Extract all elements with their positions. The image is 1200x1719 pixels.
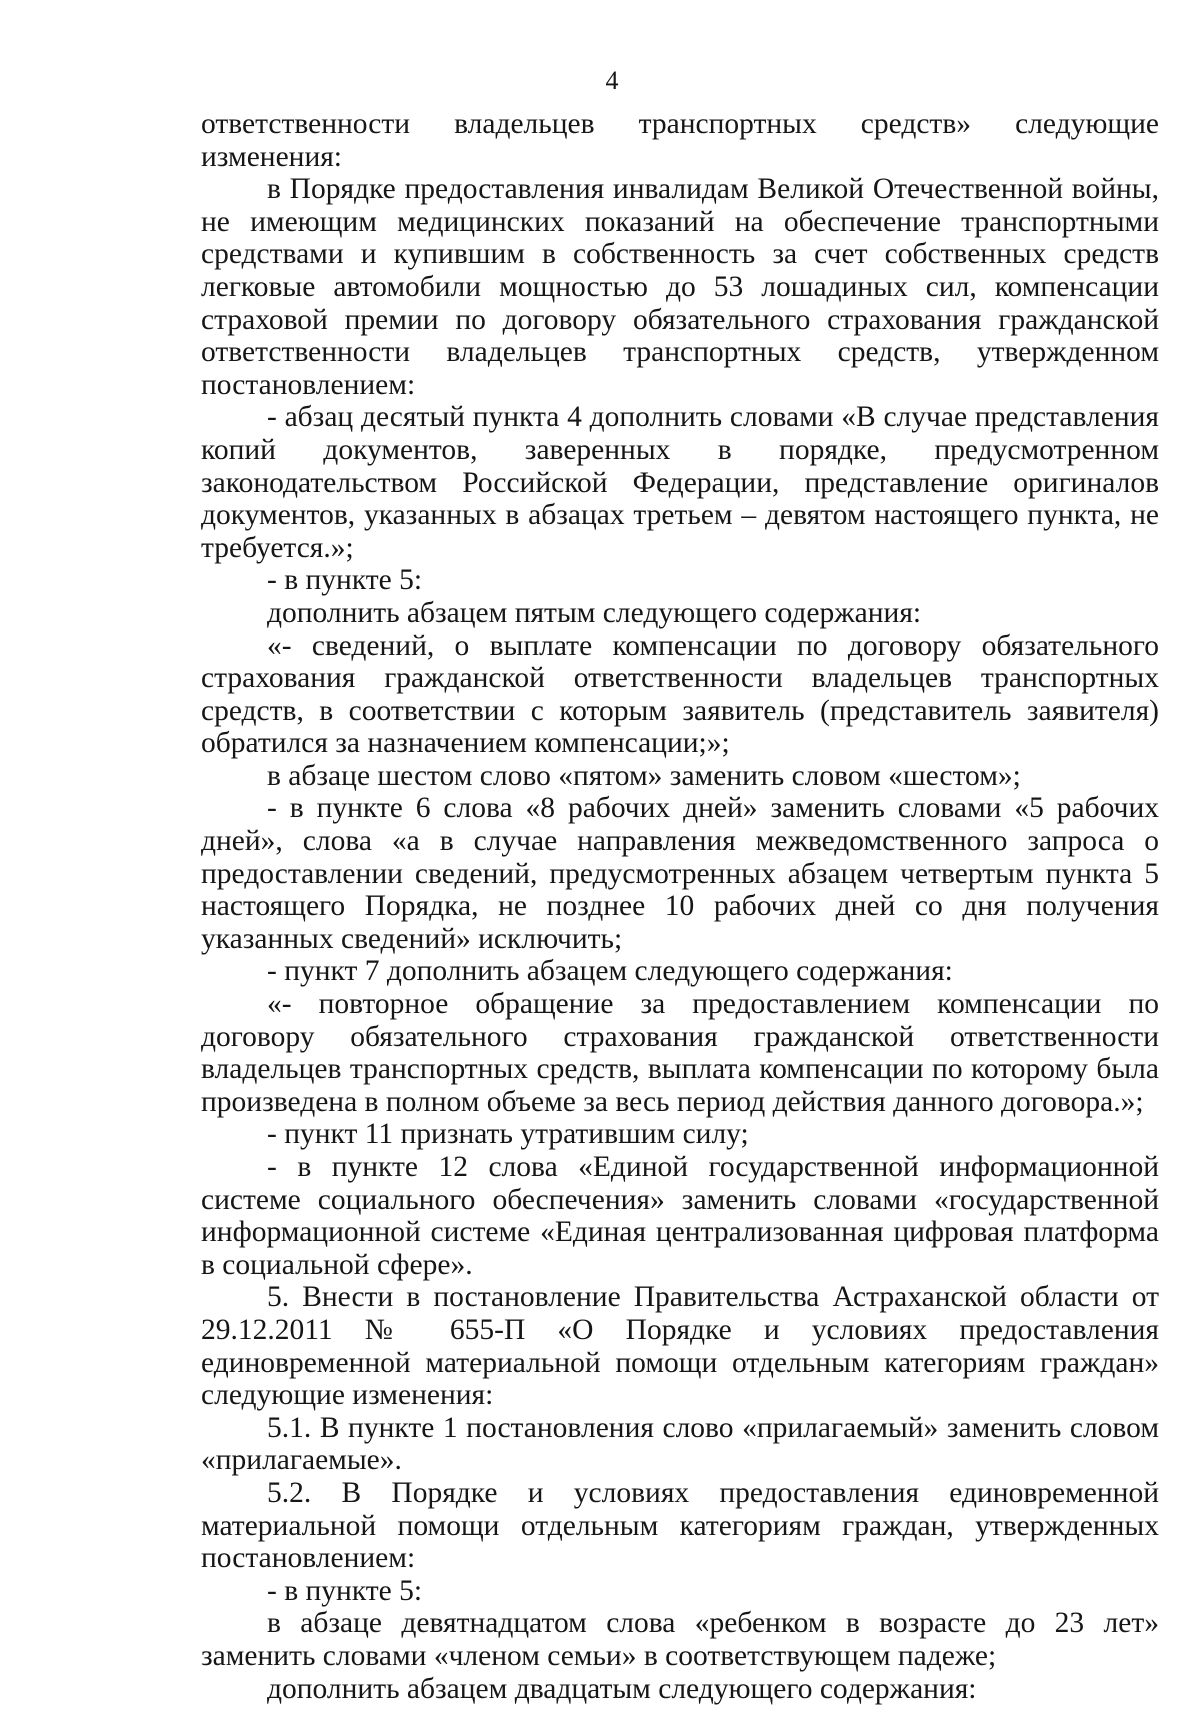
paragraph: 5.1. В пункте 1 постановления слово «прилагаемый» заменить словом «прилагаемые». [201, 1411, 1159, 1477]
paragraph: «- повторное обращение за предоставлением компенсации по договору обязательного страхования гражданской ответственности владельцев транспортных средств, выплата компенсации по которому была произведена в полном объеме за весь период действия данного договора.»; [201, 988, 1159, 1118]
page-number: 4 [605, 66, 619, 95]
paragraph: 5. Внести в постановление Правительства Астраханской области от 29.12.2011 № 655-П «О Порядке и условиях предоставления единовременной материальной помощи отдельным категориям граждан» следующие изменения: [201, 1281, 1159, 1412]
paragraph: - в пункте 12 слова «Единой государственной информационной системе социального обеспечения» заменить словами «государственной информационной системе «Единая централизованная цифровая платформа в социальной сфере». [201, 1151, 1159, 1281]
document-body [201, 108, 1159, 1705]
paragraph: - пункт 7 дополнить абзацем следующего содержания: [267, 955, 953, 988]
paragraph: - в пункте 5: [267, 1574, 423, 1607]
paragraph: ответственности владельцев транспортных средств» следующие изменения: [201, 108, 1159, 173]
paragraph: - пункт 11 признать утратившим силу; [267, 1118, 749, 1151]
paragraph: «- сведений, о выплате компенсации по договору обязательного страхования гражданской ответственности владельцев транспортных средств, в соответствии с которым заявитель (представитель заявителя) обратился за назначением компенсации;»; [201, 629, 1159, 760]
paragraph: в абзаце шестом слово «пятом» заменить словом «шестом»; [267, 759, 1021, 792]
paragraph: - в пункте 5: [267, 564, 423, 597]
paragraph: - в пункте 6 слова «8 рабочих дней» заменить словами «5 рабочих дней», слова «а в случае направления межведомственного запроса о предоставлении сведений, предусмотренных абзацем четвертым пункта 5 настоящего Порядка, не позднее 10 рабочих дней со дня получения указанных сведений» исключить; [201, 792, 1159, 955]
paragraph: в Порядке предоставления инвалидам Великой Отечественной войны, не имеющим медицинских показаний на обеспечение транспортными средствами и купившим в собственность за счет собственных средств легковые автомобили мощностью до 53 лошадиных сил, компенсации страховой премии по договору обязательного страхования гражданской ответственности владельцев транспортных средств, утвержденном постановлением: [201, 173, 1159, 401]
paragraph: 5.2. В Порядке и условиях предоставления единовременной материальной помощи отдельным категориям граждан, утвержденных постановлением: [201, 1476, 1159, 1575]
paragraph: дополнить абзацем пятым следующего содержания: [267, 596, 922, 629]
paragraph: - абзац десятый пункта 4 дополнить словами «В случае представления копий документов, заверенных в порядке, предусмотренном законодательством Российской Федерации, представление оригиналов документов, указанных в абзацах третьем – девятом настоящего пункта, не требуется.»; [201, 401, 1159, 564]
paragraph: дополнить абзацем двадцатым следующего содержания: [267, 1672, 977, 1705]
paragraph: в абзаце девятнадцатом слова «ребенком в возрасте до 23 лет» заменить словами «членом семьи» в соответствующем падеже; [201, 1607, 1159, 1672]
